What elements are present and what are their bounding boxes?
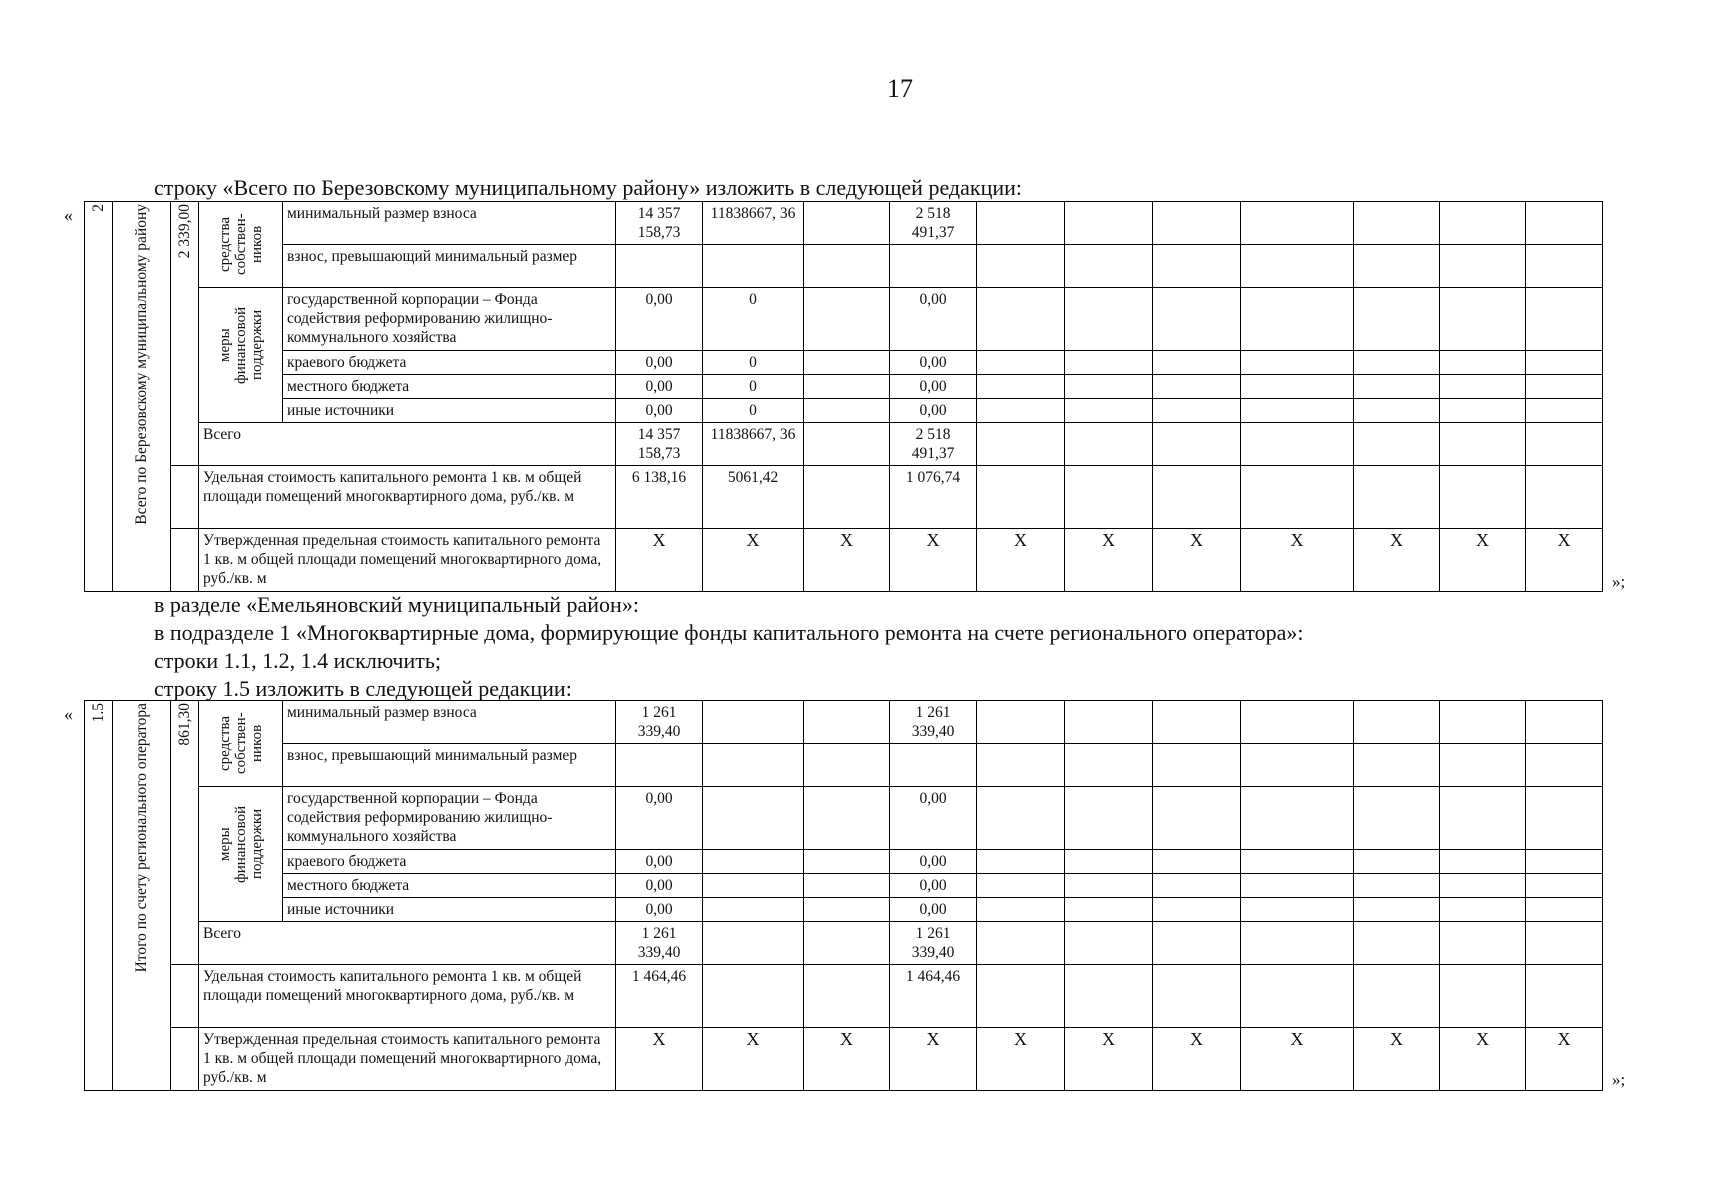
- quote-close-2: »;: [1612, 1070, 1626, 1089]
- area-value: 2 339,00: [176, 204, 193, 259]
- cell: [804, 202, 890, 245]
- cell: [804, 874, 890, 898]
- row-name: Итого по счету регионального оператора: [133, 703, 150, 973]
- cell: 2 518 491,37: [890, 202, 977, 245]
- cell: [703, 787, 804, 850]
- table-row: [85, 850, 1603, 874]
- area-value: 861,30: [176, 703, 193, 746]
- total-label: Всего: [199, 423, 616, 466]
- cell: 0,00: [890, 288, 977, 351]
- state-corp-label: государственной корпорации – Фонда содействия реформированию жилищно-коммунального хозяйства: [283, 288, 616, 351]
- table-row: [85, 965, 1603, 1028]
- support-measures-label: меры финансовой поддержки: [216, 306, 265, 384]
- table-row: [85, 202, 1603, 245]
- cell: 14 357 158,73: [616, 423, 703, 466]
- cell: 1 261 339,40: [616, 922, 703, 965]
- text-line-2: в подразделе 1 «Многоквартирные дома, формирующие фонды капитального ремонта на счете регионального оператора»:: [154, 620, 1304, 645]
- text-line-4: строку 1.5 изложить в следующей редакции:: [154, 676, 572, 701]
- cell: 0,00: [616, 351, 703, 375]
- total-label: Всего: [199, 922, 616, 965]
- x-mark: X: [616, 1028, 703, 1091]
- table-row: [85, 1028, 1603, 1091]
- cell: 0,00: [890, 874, 977, 898]
- cell: [804, 898, 890, 922]
- owners-funds-label: средства собствен-ников: [216, 213, 265, 275]
- x-mark: X: [890, 529, 977, 592]
- text-line-1: в разделе «Емельяновский муниципальный район»:: [154, 592, 639, 617]
- x-mark: X: [1241, 529, 1354, 592]
- x-mark: X: [977, 529, 1065, 592]
- x-mark: X: [804, 529, 890, 592]
- x-mark: X: [1241, 1028, 1354, 1091]
- cell: 0,00: [890, 850, 977, 874]
- cell: 14 357 158,73: [616, 202, 703, 245]
- cell: 0,00: [890, 787, 977, 850]
- x-mark: X: [1153, 529, 1241, 592]
- local-budget-label: местного бюджета: [283, 375, 616, 399]
- cell: [804, 423, 890, 466]
- cell: 11838667, 36: [703, 202, 804, 245]
- cell: 1 464,46: [616, 965, 703, 1028]
- text-line-3: строки 1.1, 1.2, 1.4 исключить;: [154, 648, 442, 673]
- unit-cost-label: Удельная стоимость капитального ремонта 1 кв. м общей площади помещений многоквартирного дома, руб./кв. м: [199, 466, 616, 529]
- cell: 0,00: [616, 898, 703, 922]
- table-row: [85, 375, 1603, 399]
- cell: 0: [703, 288, 804, 351]
- row-name: Всего по Березовскому муниципальному району: [133, 204, 150, 525]
- table-row: [85, 898, 1603, 922]
- other-sources-label: иные источники: [283, 399, 616, 423]
- x-mark: X: [1354, 1028, 1440, 1091]
- cell: 0,00: [616, 288, 703, 351]
- cell: 0,00: [616, 850, 703, 874]
- cell: 1 464,46: [890, 965, 977, 1028]
- cell: [804, 787, 890, 850]
- cell: 0,00: [890, 351, 977, 375]
- table-row: [85, 874, 1603, 898]
- table-row: [85, 288, 1603, 351]
- cell: 1 076,74: [890, 466, 977, 529]
- quote-open-2: «: [64, 704, 73, 724]
- cell: [804, 399, 890, 423]
- cell: 0: [703, 375, 804, 399]
- table-row: [85, 744, 1603, 787]
- table-row: [85, 351, 1603, 375]
- quote-close-1: »;: [1612, 572, 1626, 591]
- local-budget-label: местного бюджета: [283, 874, 616, 898]
- table-regional-operator-total: [84, 700, 1603, 1091]
- cell: 6 138,16: [616, 466, 703, 529]
- cell: [804, 466, 890, 529]
- x-mark: X: [1354, 529, 1440, 592]
- cell: [804, 701, 890, 744]
- cell: 11838667, 36: [703, 423, 804, 466]
- row-number: 1.5: [90, 703, 107, 723]
- cell: [703, 701, 804, 744]
- over-min-fee-label: взнос, превышающий минимальный размер: [283, 744, 616, 787]
- x-mark: X: [977, 1028, 1065, 1091]
- cell: [804, 351, 890, 375]
- cell: 0,00: [616, 375, 703, 399]
- cell: 0,00: [616, 787, 703, 850]
- cell: [804, 922, 890, 965]
- cell: 0,00: [890, 375, 977, 399]
- x-mark: X: [1153, 1028, 1241, 1091]
- state-corp-label: государственной корпорации – Фонда содействия реформированию жилищно-коммунального хозяйства: [283, 787, 616, 850]
- x-mark: X: [1526, 1028, 1603, 1091]
- x-mark: X: [804, 1028, 890, 1091]
- cell: [703, 850, 804, 874]
- over-min-fee-label: взнос, превышающий минимальный размер: [283, 245, 616, 288]
- table-row: [85, 466, 1603, 529]
- table-row: [85, 701, 1603, 744]
- table-row: [85, 922, 1603, 965]
- cell: [703, 965, 804, 1028]
- cell: [804, 965, 890, 1028]
- unit-cost-label: Удельная стоимость капитального ремонта 1 кв. м общей площади помещений многоквартирного дома, руб./кв. м: [199, 965, 616, 1028]
- cell: 1 261 339,40: [890, 701, 977, 744]
- x-mark: X: [616, 529, 703, 592]
- quote-open-1: «: [64, 205, 73, 225]
- x-mark: X: [1440, 529, 1526, 592]
- cell: 2 518 491,37: [890, 423, 977, 466]
- cell: [703, 874, 804, 898]
- cell: 5061,42: [703, 466, 804, 529]
- limit-cost-label: Утвержденная предельная стоимость капитального ремонта 1 кв. м общей площади помещений многоквартирного дома, руб./кв. м: [199, 529, 616, 592]
- table-row: [85, 245, 1603, 288]
- cell: [804, 288, 890, 351]
- other-sources-label: иные источники: [283, 898, 616, 922]
- cell: 0,00: [890, 399, 977, 423]
- support-measures-label: меры финансовой поддержки: [216, 805, 265, 883]
- cell: 0,00: [616, 874, 703, 898]
- limit-cost-label: Утвержденная предельная стоимость капитального ремонта 1 кв. м общей площади помещений многоквартирного дома, руб./кв. м: [199, 1028, 616, 1091]
- x-mark: X: [1065, 1028, 1153, 1091]
- cell: 0: [703, 399, 804, 423]
- table-berezovsky-total: [84, 201, 1603, 592]
- table-row: [85, 399, 1603, 423]
- page-number: 17: [887, 74, 913, 103]
- x-mark: X: [1440, 1028, 1526, 1091]
- cell: 0,00: [616, 399, 703, 423]
- cell: 0,00: [890, 898, 977, 922]
- owners-funds-label: средства собствен-ников: [216, 712, 265, 774]
- x-mark: X: [1526, 529, 1603, 592]
- regional-budget-label: краевого бюджета: [283, 850, 616, 874]
- x-mark: X: [703, 1028, 804, 1091]
- cell: [804, 850, 890, 874]
- x-mark: X: [890, 1028, 977, 1091]
- cell: 1 261 339,40: [616, 701, 703, 744]
- cell: 0: [703, 351, 804, 375]
- min-fee-label: минимальный размер взноса: [283, 701, 616, 744]
- min-fee-label: минимальный размер взноса: [283, 202, 616, 245]
- x-mark: X: [1065, 529, 1153, 592]
- cell: [703, 898, 804, 922]
- cell: [703, 922, 804, 965]
- intro-line: строку «Всего по Березовскому муниципальному району» изложить в следующей редакции:: [154, 175, 1023, 200]
- table-row: [85, 529, 1603, 592]
- regional-budget-label: краевого бюджета: [283, 351, 616, 375]
- x-mark: X: [703, 529, 804, 592]
- table-row: [85, 423, 1603, 466]
- table-row: [85, 787, 1603, 850]
- cell: 1 261 339,40: [890, 922, 977, 965]
- cell: [804, 375, 890, 399]
- row-number: 2: [90, 204, 107, 212]
